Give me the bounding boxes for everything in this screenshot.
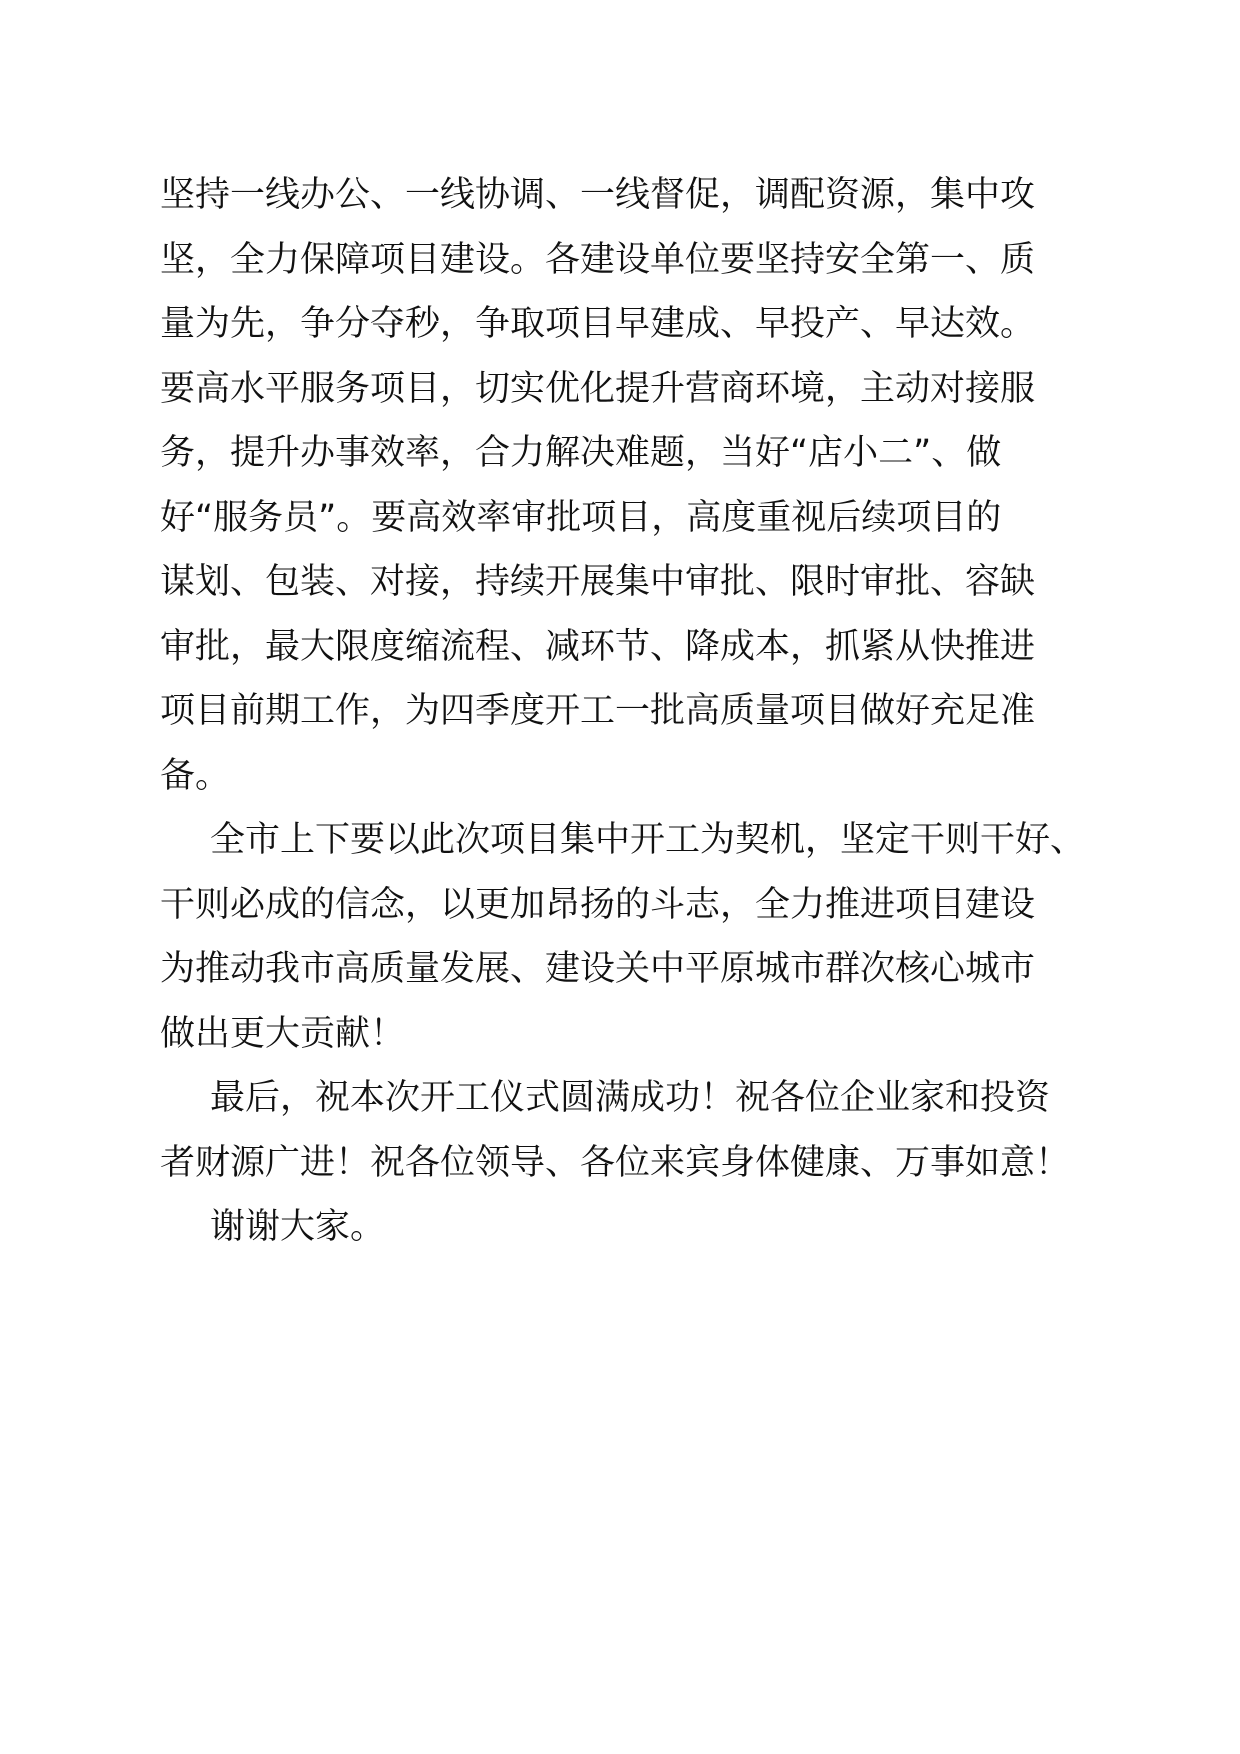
text-line: 备。 xyxy=(160,755,231,796)
paragraph-first-line: 最后，祝本次开工仪式圆满成功！祝各位企业家和投资 xyxy=(210,1078,1051,1118)
closing-line: 谢谢大家。 xyxy=(210,1207,386,1247)
text-line: 坚持一线办公、一线协调、一线督促，调配资源，集中攻 xyxy=(160,175,1036,215)
text-line: 为推动我市高质量发展、建设关中平原城市群次核心城市 xyxy=(160,949,1036,989)
text-line: 审批，最大限度缩流程、减环节、降成本，抓紧从快推进 xyxy=(160,626,1036,667)
text-line: 量为先，争分夺秒，争取项目早建成、早投产、早达效。 xyxy=(160,304,1036,344)
text-line: 务，提升办事效率，合力解决难题，当好“店小二”、做 xyxy=(160,433,1002,473)
text-line: 坚，全力保障项目建设。各建设单位要坚持安全第一、质 xyxy=(160,239,1036,280)
text-line: 好“服务员”。要高效率审批项目，高度重视后续项目的 xyxy=(160,497,1002,538)
text-line: 干则必成的信念，以更加昂扬的斗志，全力推进项目建设 xyxy=(160,884,1036,925)
text-line: 做出更大贡献！ xyxy=(160,1013,406,1054)
text-line: 者财源广进！祝各位领导、各位来宾身体健康、万事如意！ xyxy=(160,1142,1071,1183)
text-line: 谋划、包装、对接，持续开展集中审批、限时审批、容缺 xyxy=(160,562,1036,602)
paragraph-first-line: 全市上下要以此次项目集中开工为契机，坚定干则干好、 xyxy=(210,820,1086,860)
document-body xyxy=(160,163,1110,1260)
text-line: 项目前期工作，为四季度开工一批高质量项目做好充足准 xyxy=(160,691,1036,731)
text-line: 要高水平服务项目，切实优化提升营商环境，主动对接服 xyxy=(160,368,1036,409)
